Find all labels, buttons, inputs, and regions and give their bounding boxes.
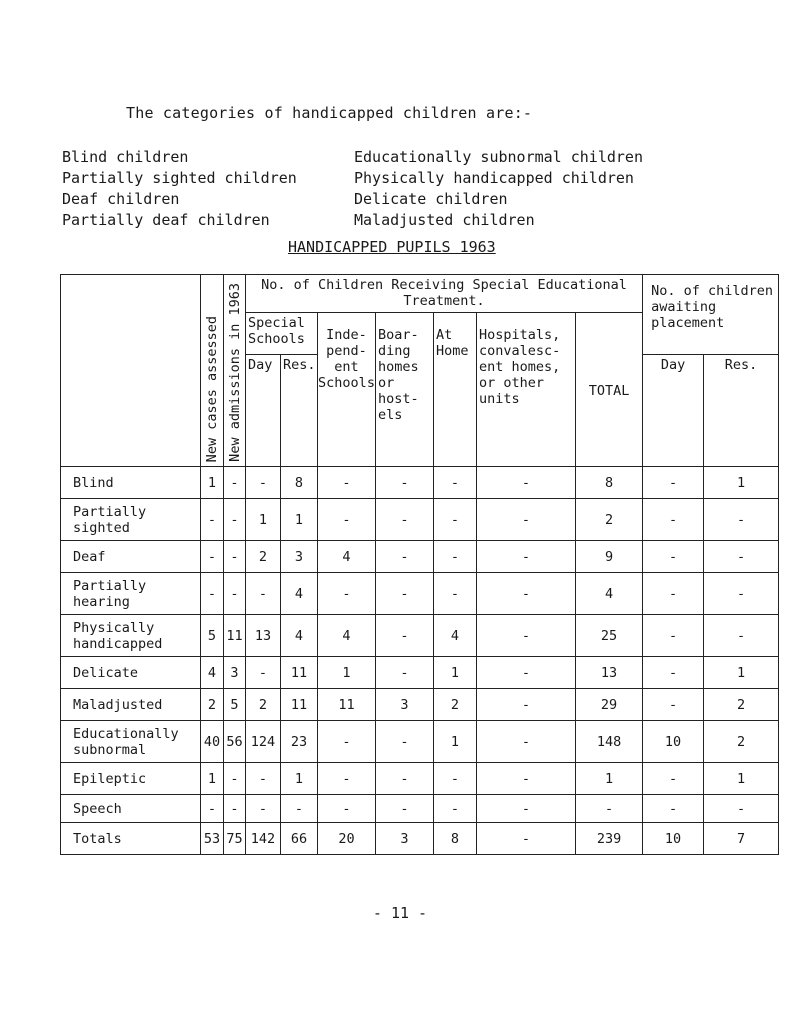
table-cell: 10 [643, 721, 704, 763]
table-cell: - [704, 795, 779, 823]
intro-text: The categories of handicapped children are:- [126, 104, 533, 122]
table-cell: 9 [576, 541, 643, 573]
total-header: TOTAL [576, 313, 643, 467]
category-list [62, 148, 674, 230]
table-cell: 4 [434, 615, 477, 657]
table-cell: 3 [376, 823, 434, 855]
table-row [61, 823, 779, 855]
table-cell: 1 [246, 499, 281, 541]
table-cell: - [643, 573, 704, 615]
table-cell: 2 [704, 689, 779, 721]
table-row [61, 795, 779, 823]
category-item: Educationally subnormal children [354, 148, 643, 166]
table-cell: 53 [201, 823, 224, 855]
table-row [61, 689, 779, 721]
table-cell: - [434, 795, 477, 823]
table-cell: 1 [281, 499, 318, 541]
category-item: Partially deaf children [62, 211, 270, 229]
table-cell: - [376, 499, 434, 541]
table-cell: 11 [224, 615, 246, 657]
table-cell: - [376, 541, 434, 573]
table-row [61, 467, 779, 499]
table-cell: 75 [224, 823, 246, 855]
table-cell: 13 [576, 657, 643, 689]
awaiting-day-header: Day [643, 355, 704, 467]
special-day-header: Day [246, 355, 281, 467]
table-cell: - [246, 795, 281, 823]
table-cell: 40 [201, 721, 224, 763]
table-cell: 5 [201, 615, 224, 657]
handicapped-pupils-table [60, 274, 779, 855]
table-cell: 2 [201, 689, 224, 721]
table-cell: 66 [281, 823, 318, 855]
category-item: Blind children [62, 148, 189, 166]
table-cell: - [434, 763, 477, 795]
table-cell: 1 [201, 763, 224, 795]
table-cell: - [224, 541, 246, 573]
table-cell: 25 [576, 615, 643, 657]
table-cell: - [318, 795, 376, 823]
table-cell: 1 [704, 467, 779, 499]
table-cell: 2 [576, 499, 643, 541]
row-category-label: Partially sighted [61, 499, 201, 541]
table-cell: - [704, 615, 779, 657]
table-body [61, 467, 779, 855]
table-cell: - [246, 573, 281, 615]
table-cell: - [318, 763, 376, 795]
table-row [61, 615, 779, 657]
table-cell: - [643, 467, 704, 499]
category-item: Partially sighted children [62, 169, 297, 187]
page-number: - 11 - [372, 904, 428, 922]
table-cell: 7 [704, 823, 779, 855]
table-cell: - [318, 573, 376, 615]
table-cell: 4 [318, 541, 376, 573]
row-category-label: Physically handicapped [61, 615, 201, 657]
table-cell: - [477, 615, 576, 657]
category-item: Delicate children [354, 190, 508, 208]
new-admissions-header: New admissions in 1963 [224, 275, 246, 467]
new-cases-header: New cases assessed [201, 275, 224, 467]
receiving-treatment-header: No. of Children Receiving Special Educational Treatment. [246, 275, 643, 313]
table-cell: 8 [281, 467, 318, 499]
table-cell: 124 [246, 721, 281, 763]
table-cell: - [477, 795, 576, 823]
table-cell: 1 [434, 657, 477, 689]
table-cell: 1 [281, 763, 318, 795]
table-cell: 11 [318, 689, 376, 721]
table-cell: - [281, 795, 318, 823]
table-cell: - [477, 657, 576, 689]
category-item: Physically handicapped children [354, 169, 634, 187]
table-title: HANDICAPPED PUPILS 1963 [288, 238, 496, 256]
table-cell: - [477, 467, 576, 499]
table-cell: 3 [224, 657, 246, 689]
awaiting-placement-header: No. of children awaiting placement [643, 275, 779, 355]
category-item: Maladjusted children [354, 211, 535, 229]
table-cell: - [376, 763, 434, 795]
table-cell: - [477, 689, 576, 721]
table-cell: 2 [246, 541, 281, 573]
table-cell: - [224, 467, 246, 499]
table-cell: 20 [318, 823, 376, 855]
row-category-label: Educationally subnormal [61, 721, 201, 763]
table-cell: 1 [318, 657, 376, 689]
table-cell: 23 [281, 721, 318, 763]
hospitals-header: Hospitals, convalesc-ent homes, or other units [477, 313, 576, 467]
category-item: Deaf children [62, 190, 180, 208]
table-cell: 4 [201, 657, 224, 689]
row-category-label: Maladjusted [61, 689, 201, 721]
table-cell: - [318, 467, 376, 499]
table-cell: - [201, 499, 224, 541]
table-cell: 1 [704, 657, 779, 689]
table-cell: 148 [576, 721, 643, 763]
table-cell: - [376, 721, 434, 763]
table-row [61, 657, 779, 689]
table-cell: - [643, 615, 704, 657]
row-label-header [61, 275, 201, 467]
row-category-label: Delicate [61, 657, 201, 689]
table-cell: 4 [281, 615, 318, 657]
table-cell: - [318, 721, 376, 763]
table-cell: 1 [434, 721, 477, 763]
table-row [61, 499, 779, 541]
table-cell: - [643, 795, 704, 823]
table-cell: 10 [643, 823, 704, 855]
table-cell: 1 [576, 763, 643, 795]
table-cell: 142 [246, 823, 281, 855]
table-cell: - [477, 763, 576, 795]
table-cell: - [704, 541, 779, 573]
row-category-label: Totals [61, 823, 201, 855]
table-cell: - [434, 499, 477, 541]
table-cell: - [246, 467, 281, 499]
table-cell: - [224, 573, 246, 615]
table-row [61, 541, 779, 573]
table-row [61, 763, 779, 795]
table-cell: 8 [576, 467, 643, 499]
special-schools-header: Special Schools [246, 313, 318, 355]
table-cell: - [376, 573, 434, 615]
table-cell: - [643, 689, 704, 721]
table-cell: - [643, 763, 704, 795]
table-cell: 2 [704, 721, 779, 763]
table-cell: - [643, 541, 704, 573]
table-cell: - [224, 763, 246, 795]
table-cell: - [477, 573, 576, 615]
table-cell: - [246, 657, 281, 689]
table-cell: - [224, 499, 246, 541]
table-cell: - [434, 541, 477, 573]
table-cell: 1 [704, 763, 779, 795]
row-category-label: Partially hearing [61, 573, 201, 615]
table-cell: 2 [246, 689, 281, 721]
table-cell: 2 [434, 689, 477, 721]
table-cell: - [576, 795, 643, 823]
table-cell: - [201, 573, 224, 615]
table-cell: - [201, 795, 224, 823]
table-cell: 11 [281, 689, 318, 721]
table-row [61, 721, 779, 763]
table-cell: - [201, 541, 224, 573]
table-cell: - [376, 615, 434, 657]
table-cell: 29 [576, 689, 643, 721]
table-cell: - [704, 573, 779, 615]
table-cell: - [477, 823, 576, 855]
table-cell: - [477, 499, 576, 541]
independent-schools-header: Inde-pend-ent Schools [318, 313, 376, 467]
row-category-label: Blind [61, 467, 201, 499]
table-cell: - [224, 795, 246, 823]
table-cell: - [376, 657, 434, 689]
table-cell: 3 [376, 689, 434, 721]
table-cell: 11 [281, 657, 318, 689]
table-cell: - [434, 467, 477, 499]
boarding-homes-header: Boar-ding homes or host-els [376, 313, 434, 467]
table-cell: 239 [576, 823, 643, 855]
table-cell: 5 [224, 689, 246, 721]
table-cell: 13 [246, 615, 281, 657]
table-row [61, 573, 779, 615]
table-cell: - [643, 499, 704, 541]
row-category-label: Epileptic [61, 763, 201, 795]
table-cell: - [477, 721, 576, 763]
table-cell: - [704, 499, 779, 541]
table-cell: 8 [434, 823, 477, 855]
table-cell: 56 [224, 721, 246, 763]
special-res-header: Res. [281, 355, 318, 467]
row-category-label: Speech [61, 795, 201, 823]
table-cell: 4 [318, 615, 376, 657]
awaiting-res-header: Res. [704, 355, 779, 467]
table-cell: 3 [281, 541, 318, 573]
table-cell: - [376, 467, 434, 499]
table-cell: - [477, 541, 576, 573]
table-cell: - [376, 795, 434, 823]
table-cell: 4 [281, 573, 318, 615]
table-cell: 4 [576, 573, 643, 615]
row-category-label: Deaf [61, 541, 201, 573]
table-cell: - [318, 499, 376, 541]
table-cell: - [434, 573, 477, 615]
table-cell: - [643, 657, 704, 689]
table-cell: 1 [201, 467, 224, 499]
table-cell: - [246, 763, 281, 795]
at-home-header: At Home [434, 313, 477, 467]
